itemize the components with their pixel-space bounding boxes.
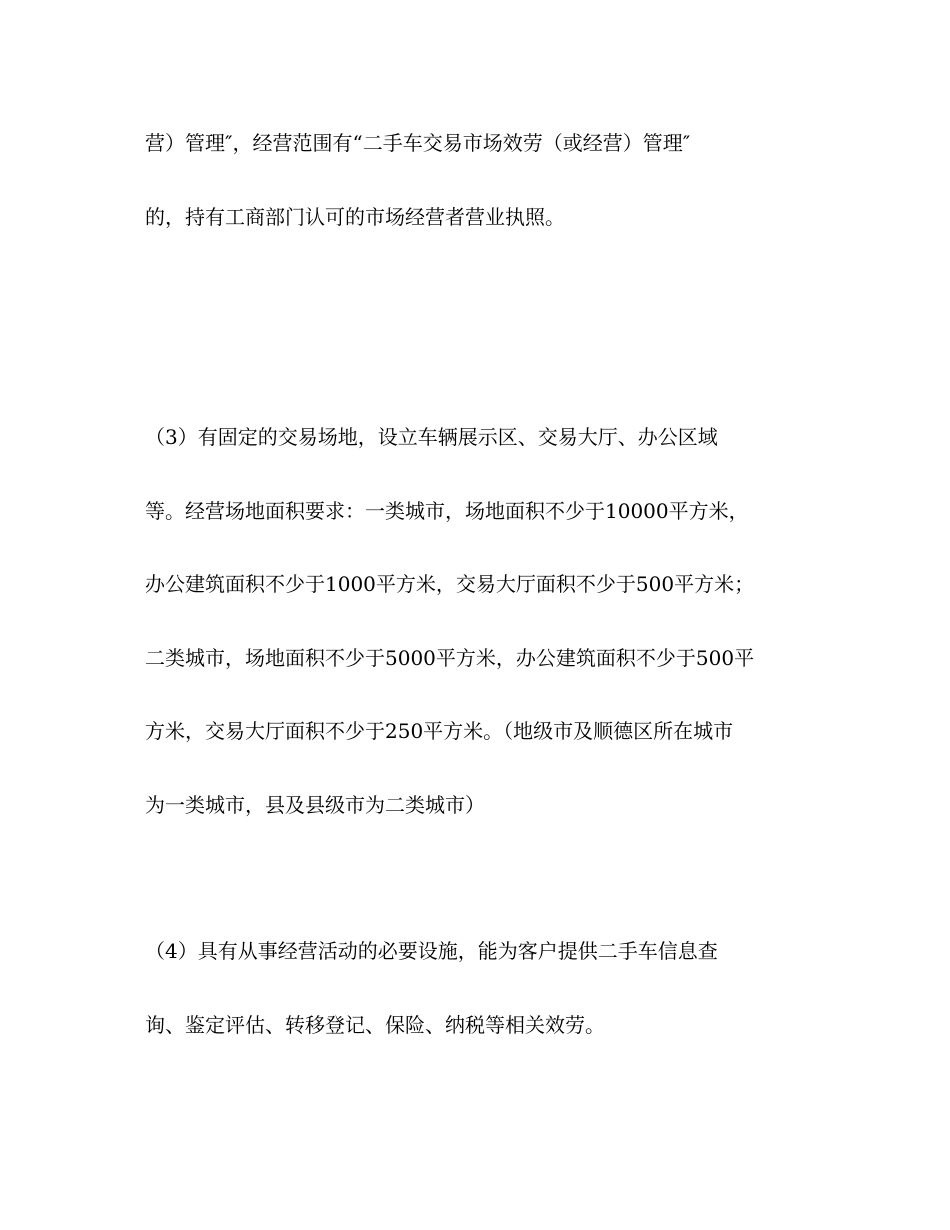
paragraph-3-line-3: 办公建筑面积不少于1000平方米，交易大厅面积不少于500平方米； — [145, 572, 755, 596]
paragraph-3-line-1: （3）有固定的交易场地，设立车辆展示区、交易大厅、办公区域 — [145, 425, 718, 449]
paragraph-1-line-1: 营）管理″，经营范围有“二手车交易市场效劳（或经营）管理″ — [145, 131, 691, 155]
paragraph-3-line-6: 为一类城市，县及县级市为二类城市） — [145, 793, 485, 817]
paragraph-4-line-1: （4）具有从事经营活动的必要设施，能为客户提供二手车信息查 — [145, 939, 718, 963]
paragraph-3-line-5: 方米，交易大厅面积不少于250平方米。（地级市及顺德区所在城市 — [145, 719, 734, 743]
paragraph-3-line-2: 等。经营场地面积要求：一类城市，场地面积不少于10000平方米， — [145, 499, 749, 523]
paragraph-3-line-4: 二类城市，场地面积不少于5000平方米，办公建筑面积不少于500平 — [145, 646, 755, 670]
paragraph-4-line-2: 询、鉴定评估、转移登记、保险、纳税等相关效劳。 — [145, 1013, 605, 1037]
paragraph-1-line-2: 的，持有工商部门认可的市场经营者营业执照。 — [145, 205, 565, 229]
